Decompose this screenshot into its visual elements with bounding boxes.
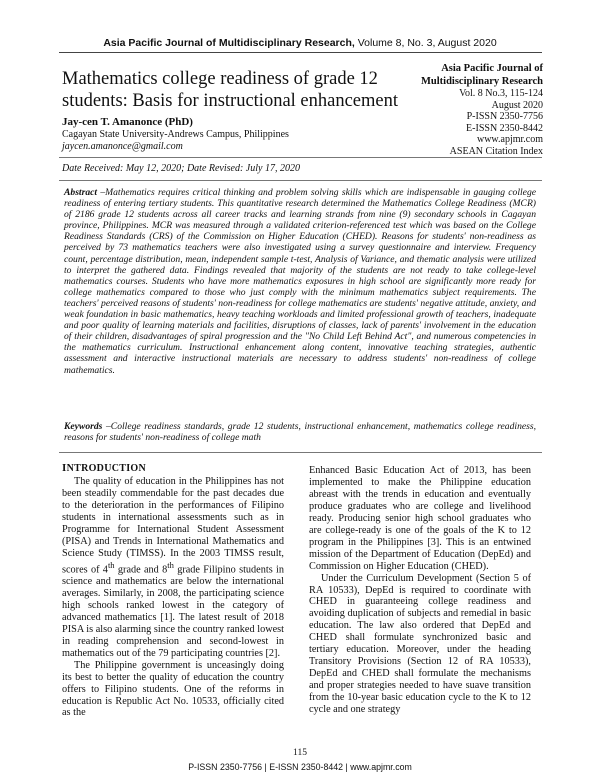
dates-rule (59, 180, 542, 181)
body-text: grade and 8 (114, 564, 168, 576)
author-affiliation: Cagayan State University-Andrews Campus, Philippines (62, 129, 289, 140)
journal-info-box (393, 63, 543, 158)
superscript: th (167, 559, 174, 570)
running-header-journal: Asia Pacific Journal of Multidisciplinary Research, (103, 37, 355, 49)
keywords-label: Keywords (64, 421, 103, 432)
running-header (0, 37, 600, 49)
header-rule (59, 52, 542, 53)
date-received-revised: Date Received: May 12, 2020; Date Revised: July 17, 2020 (62, 163, 300, 174)
body-paragraph: The Philippine government is unceasingly doing its best to better the quality of education the country offers to Filipino students. One of the reforms in education is Republic Act No. 10533, officially cited as the (62, 659, 284, 719)
author-email[interactable]: jaycen.amanonce@gmail.com (62, 141, 183, 152)
journal-info-name: Asia Pacific Journal of Multidisciplinary Research (420, 63, 543, 87)
page-number: 115 (293, 748, 307, 758)
abstract-text: –Mathematics requires critical thinking and problem solving skills which are indispensable in gauging college readiness of entering tertiary students. This quantitative research determined the Mathematics College Readiness (MCR) of 2186 grade 12 students across all career tracks and learning strands from nine (9) secondary schools in Cagayan province, Philippines. MCR was measured through a validated criterion-referenced test which was based on the College Readiness Standards (CRS) of the Commission on Higher Education (CHED). Reasons for students' non-readiness as perceived by 73 mathematics teachers were also investigated using a survey questionnaire and interview. Frequency count, percentage distribution, mean, independent sample t-test, Analysis of Variance, and thematic analysis were utilized to interpret the gathered data. Findings revealed that majority of the students are not ready to take college-level mathematics courses. Students who have more mathematics exposures in high school are significantly more ready for college mathematics compared to those who just comply with the minimum mathematics subject requirements. The teachers' perceived reasons of students' non-readiness for college mathematics are students' negative attitude, anxiety, and weak foundation in basic mathematics, heavy teaching workloads and limited professional growth of teachers, inadequate and poor quality of learning materials and facilities, disruptions of classes, lack of parents' involvement in the education of their children, disadvantages of spiral progression and the "No Child Left Behind Act", and numerous competencies in the mathematics curriculum. Instructional enhancement along content, innovative teaching strategies, authentic assessment and interactive instructional materials are necessary to address students' non-readiness of college mathematics. (64, 187, 536, 376)
author-name: Jay-cen T. Amanonce (PhD) (62, 116, 193, 128)
article-title: Mathematics college readiness of grade 12 students: Basis for instructional enhancement (62, 69, 399, 111)
footer-issn-line: P-ISSN 2350-7756 | E-ISSN 2350-8442 | www.apjmr.com (188, 762, 412, 772)
body-paragraph: Enhanced Basic Education Act of 2013, has been implemented to make the Philippine education abreast with the trends in education and eventually produce graduates who are college and livelihood ready. Producing senior high school graduates who are college-ready is one of the goals of the K to 12 program in the Philippines [3]. This is an entwined mission of the Department of Education (DepEd) and Commission on Higher Education (CHED). (309, 465, 531, 572)
section-heading-initial: I (62, 462, 67, 474)
body-paragraph (62, 476, 284, 660)
journal-info-website[interactable]: www.apjmr.com (476, 134, 543, 146)
abstract-label: Abstract (64, 187, 98, 198)
body-text: grade Filipino students in science and mathematics are below the international averages. Similarly, in 2008, the participating science high schools ranked lowest in the category of advanced mathematics [1]. The latest result of 2018 PISA is also alarming since the country ranked lowest in reading comprehension and second-lowest in mathematics out of the 79 participating countries [2]. (62, 564, 284, 659)
section-heading-rest: NTRODUCTION (66, 463, 147, 474)
keywords (64, 421, 536, 443)
journal-info-eissn: E-ISSN 2350-8442 (466, 122, 543, 134)
body-column-left (62, 463, 284, 719)
journal-info-index: ASEAN Citation Index (449, 145, 543, 157)
keywords-rule (59, 452, 542, 453)
running-header-issue: Volume 8, No. 3, August 2020 (354, 37, 497, 49)
journal-info-pissn: P-ISSN 2350-7756 (466, 111, 543, 123)
body-paragraph: Under the Curriculum Development (Section 5 of RA 10533), DepEd is required to coordinate with CHED in guaranteeing college readiness and avoiding duplication of subjects and remedial in basic education. The law also ordered that DepEd and CHED shall formulate synchronized basic and tertiary education. Moreover, under the heading Transitory Provisions (Section 12 of RA 10533), DepEd and CHED shall formulate the mechanisms and proper strategies needed to have suave transition from the 10-year basic education cycle to the K to 12 cycle and one strategy (309, 572, 531, 716)
abstract (64, 187, 536, 376)
keywords-text: –College readiness standards, grade 12 students, instructional enhancement, mathematics college readiness, reasons for students' non-readiness of college math (64, 421, 536, 444)
journal-info-volume: Vol. 8 No.3, 115-124 (459, 88, 543, 99)
title-rule (59, 157, 542, 158)
section-heading-introduction (62, 463, 284, 475)
journal-info-date: August 2020 (491, 99, 543, 111)
superscript: th (107, 559, 115, 570)
body-text: The quality of education in the Philippines has not been steadily commendable for the past decades due to the deterioration in the performances of Filipino students in international assessments such as in Programme for International Student Assessment (PISA) and Trends in International Mathematics and Science Study (TIMSS). In the 2003 TIMSS result, scores of 4 (62, 475, 284, 576)
body-column-right (309, 465, 531, 716)
